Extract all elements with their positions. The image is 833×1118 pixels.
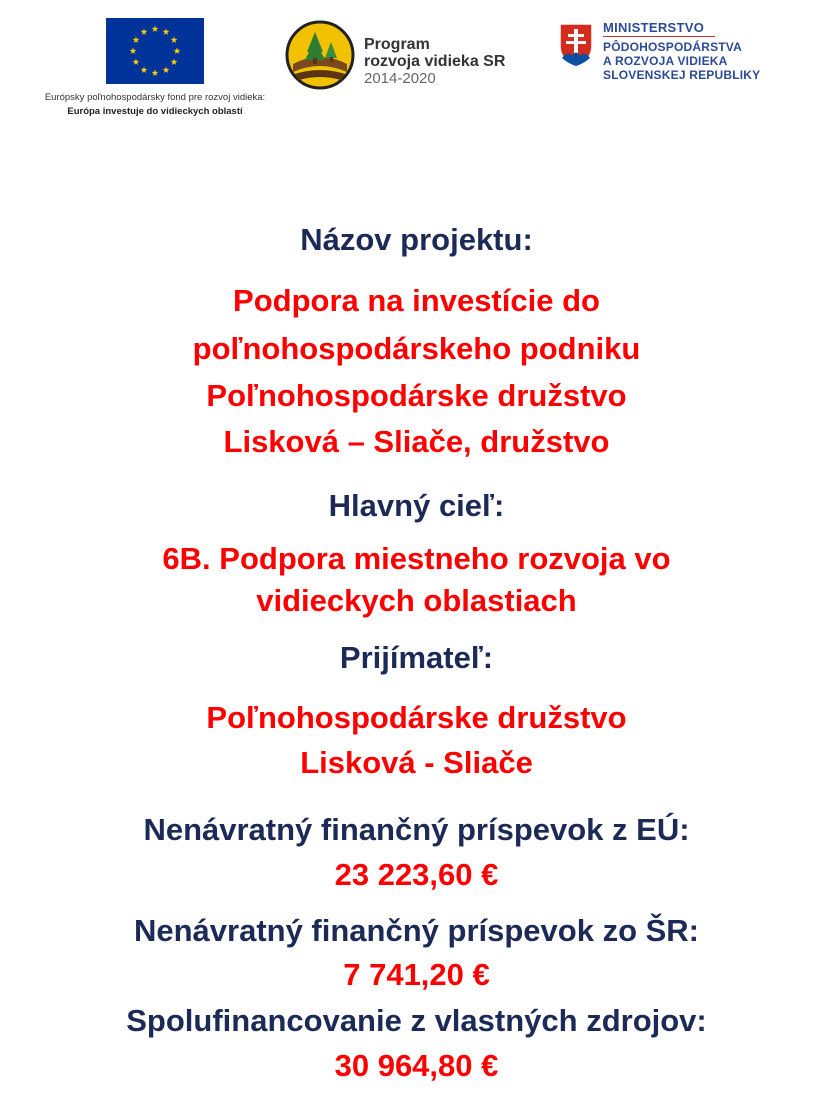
- slovak-coat-of-arms-icon: [558, 22, 594, 68]
- ministry-line-1: PÔDOHOSPODÁRSTVA: [603, 40, 742, 54]
- ministry-line-3: SLOVENSKEJ REPUBLIKY: [603, 68, 761, 82]
- eu-contribution-value: 23 223,60 €: [334, 857, 499, 892]
- ministry-title: MINISTERSTVO: [603, 20, 705, 35]
- eu-contribution-heading: Nenávratný finančný príspevok z EÚ:: [143, 812, 690, 847]
- project-name-heading: Názov projektu:: [300, 222, 533, 257]
- rural-development-program-icon: [285, 20, 355, 90]
- project-name-line: Lisková – Sliače, družstvo: [223, 424, 610, 459]
- eu-fund-caption: Európsky poľnohospodársky fond pre rozvoj vidieka:: [44, 92, 266, 103]
- program-label: Program: [364, 36, 430, 53]
- project-name-line: poľnohospodárskeho podniku: [192, 331, 641, 366]
- goal-heading: Hlavný cieľ:: [328, 488, 505, 523]
- recipient-line: Poľnohospodárske družstvo: [206, 700, 627, 735]
- program-subtitle: rozvoja vidieka SR: [364, 53, 506, 70]
- logo-header: [0, 0, 833, 130]
- recipient-line: Lisková - Sliače: [300, 745, 533, 780]
- project-name-line: Poľnohospodárske družstvo: [206, 378, 627, 413]
- sr-contribution-heading: Nenávratný finančný príspevok zo ŠR:: [133, 913, 700, 948]
- cofinancing-heading: Spolufinancovanie z vlastných zdrojov:: [126, 1003, 707, 1038]
- ministry-divider: [603, 36, 715, 37]
- eu-flag-icon: [106, 18, 204, 84]
- recipient-heading: Prijímateľ:: [339, 640, 494, 675]
- ministry-logo-text: [603, 20, 760, 82]
- ministry-line-2: A ROZVOJA VIDIEKA: [603, 54, 728, 68]
- eu-fund-slogan: Európa investuje do vidieckych oblastí: [67, 106, 243, 117]
- goal-line: 6B. Podpora miestneho rozvoja vo: [162, 541, 671, 576]
- project-name-line: Podpora na investície do: [233, 283, 600, 318]
- cofinancing-value: 30 964,80 €: [334, 1048, 499, 1083]
- sr-contribution-value: 7 741,20 €: [343, 957, 490, 992]
- goal-line: vidieckych oblastiach: [256, 583, 577, 618]
- rural-development-program-text: [364, 36, 505, 87]
- program-period: 2014-2020: [364, 70, 436, 87]
